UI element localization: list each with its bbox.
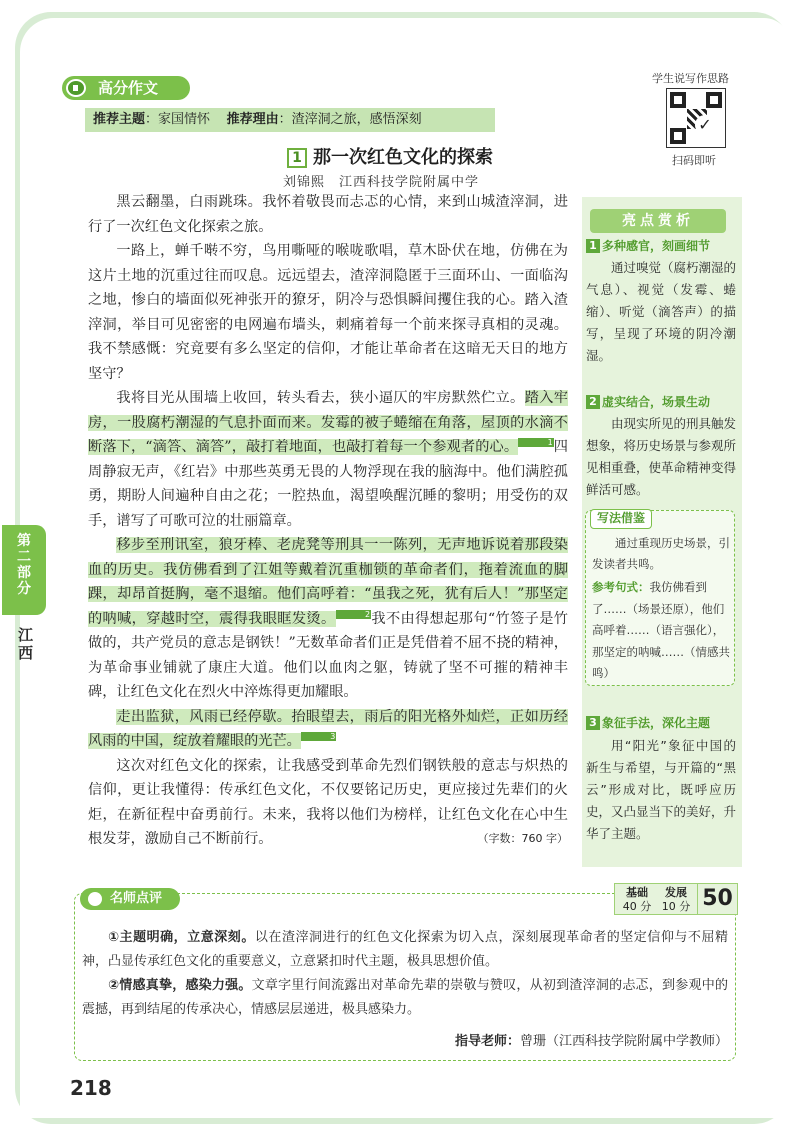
reference-label: 参考句式：	[592, 580, 650, 594]
highlight-number: 1	[586, 239, 600, 253]
essay-author: 刘锦熙 江西科技学院附属中学	[283, 175, 480, 190]
part-tab	[2, 525, 46, 615]
essay-body	[88, 190, 568, 852]
word-count: （字数：760 字）	[477, 832, 568, 845]
highlight-item-1-title	[586, 237, 736, 255]
highlights-sidebar	[582, 197, 742, 867]
highlight-title: 虚实结合，场景生动	[602, 395, 711, 409]
review-point-2-text: 文章字里行间流露出对革命先辈的崇敬与赞叹，从初到渣滓洞的忐忑，到参观中的震撼，再到结尾的传承决心，情感层层递进，极具感染力。	[82, 978, 728, 1017]
score-total: 50	[697, 884, 737, 914]
highlight-3: 走出监狱，风雨已经停歇。抬眼望去，雨后的阳光格外灿烂，正如历经风雨的中国，绽放着耀眼的光芒。	[88, 708, 568, 749]
qr-label: 学生说写作思路	[652, 72, 729, 85]
score-dev-value: 10 分	[661, 900, 691, 913]
region-char: 江	[18, 626, 34, 644]
section-tag	[62, 76, 190, 100]
highlight-number: 3	[586, 716, 600, 730]
review-point-2-title: ②情感真挚，感染力强。	[108, 978, 252, 993]
highlight-item-1-text: 通过嗅觉（腐朽潮湿的气息）、视觉（发霉、蜷缩）、听觉（滴答声）的描写，呈现了环境的阴冷潮湿。	[586, 260, 737, 363]
score-basic-label: 基础	[626, 886, 648, 899]
writing-tip-tag: 写法借鉴	[590, 509, 652, 529]
reason-label: 推荐理由	[226, 112, 279, 127]
reference-text: 我仿佛看到了……（场景还原），他们高呼着……（语言强化），那坚定的呐喊……（情感共鸣）	[592, 580, 730, 680]
teacher-label: 指导老师：	[454, 1034, 520, 1049]
highlight-title: 多种感官，刻画细节	[602, 239, 711, 253]
section-tag-label: 高分作文	[98, 79, 159, 97]
page-number: 218	[70, 1076, 112, 1100]
paragraph-4-b: 我不由得想起那句“竹签子是竹做的，共产党员的意志是钢铁！”无数革命者们正是凭借着不屈不挠的精神，为革命事业铺就了康庄大道。他们以血肉之躯，铸就了坚不可摧的精神丰碑，让红色文化在烈火中淬炼得更加耀眼。	[88, 610, 568, 700]
check-icon: ✓	[695, 115, 715, 135]
essay-number: 1	[287, 148, 307, 168]
recommend-label: 推荐主题	[93, 112, 146, 127]
person-icon	[88, 892, 102, 906]
score-development	[657, 886, 695, 914]
highlight-item-2-text: 由现实所见的刑具触发想象，将历史场景与参观所见相重叠，使革命精神变得鲜活可感。	[586, 416, 737, 497]
review-teacher	[455, 1030, 728, 1049]
recommend-reason: 渣滓洞之旅，感悟深刻	[291, 112, 422, 127]
review-point-1	[82, 926, 728, 974]
essay-title	[287, 143, 493, 169]
highlight-number: 2	[586, 395, 600, 409]
paragraph-3	[88, 386, 568, 533]
qr-code[interactable]	[666, 88, 726, 148]
highlight-2: 移步至刑讯室，狼牙棒、老虎凳等刑具一一陈列，无声地诉说着那段染血的历史。我仿佛看到了江姐等戴着沉重枷锁的革命者们，拖着流血的脚踝，却昂首挺胸，毫不退缩。他们高呼着：“虽我之死，犹有后人！”那坚定的呐喊，穿越时空，震得我眼眶发烫。	[88, 537, 568, 627]
writing-tip-box	[585, 510, 735, 686]
region-label	[18, 626, 36, 662]
score-dev-label: 发展	[665, 886, 687, 899]
highlight-1: 踏入牢房，一股腐朽潮湿的气息扑面而来。发霉的被子蜷缩在角落，屋顶的水滴不断落下，“滴答、滴答”，敲打着地面，也敲打着每一个参观者的心。	[88, 390, 568, 455]
writing-tip-reference	[592, 577, 734, 685]
paragraph-6-text: 这次对红色文化的探索，让我感受到革命先烈们钢铁般的意志与炽热的信仰，更让我懂得：传承红色文化，不仅要铭记历史，更应接过先辈们的火炬，在新征程中奋勇前行。未来，我将以他们为榜样，让红色文化在心中生根发芽，激励自己不断前行。	[88, 757, 568, 847]
qr-finder-tr	[706, 92, 722, 108]
recommend-topic: 家国情怀	[158, 112, 211, 127]
review-point-1-title: ①主题明确，立意深刻。	[108, 930, 255, 945]
review-text	[82, 926, 728, 1022]
qr-finder-tl	[670, 92, 686, 108]
review-point-1-text: 以在渣滓洞进行的红色文化探索为切入点，深刻展现革命者的坚定信仰与不屈精神，凸显传承红色文化的重要意义，立意紧扣时代主题，极具思想价值。	[82, 930, 728, 969]
part-tab-char: 部	[17, 565, 31, 581]
qr-caption: 扫码即听	[672, 154, 716, 167]
paragraph-1: 黑云翻墨，白雨跳珠。我怀着敬畏而忐忑的心情，来到山城渣滓洞，进行了一次红色文化探索之旅。	[88, 194, 568, 235]
part-tab-char: 第	[17, 533, 31, 549]
review-point-2	[82, 974, 728, 1022]
mark-2: 2	[336, 610, 371, 619]
paragraph-6	[88, 754, 568, 852]
paragraph-4	[88, 533, 568, 705]
paragraph-5	[88, 705, 568, 754]
paragraph-3-a: 我将目光从围墙上收回，转头看去，狭小逼仄的牢房默然伫立。	[116, 390, 525, 406]
essay-title-text: 那一次红色文化的探索	[313, 147, 493, 168]
highlight-item-3-text: 用“阳光”象征中国的新生与希望，与开篇的“黑云”形成对比，既呼应历史，又凸显当下的美好，升华了主题。	[586, 738, 737, 841]
score-basic-value: 40 分	[622, 900, 652, 913]
region-char: 西	[18, 644, 34, 662]
teacher-name: 曾珊（江西科技学院附属中学教师）	[519, 1034, 728, 1049]
highlight-item-3-title	[586, 714, 736, 732]
highlight-item-2-title	[586, 393, 736, 411]
score-box	[614, 883, 738, 915]
part-tab-char: 二	[17, 549, 31, 565]
book-icon	[66, 79, 86, 97]
review-tag-label: 名师点评	[110, 891, 163, 906]
part-tab-char: 分	[17, 581, 31, 597]
mark-3: 3	[301, 732, 336, 741]
score-basic	[619, 886, 655, 914]
paragraph-3-c: 四周静寂无声，《红岩》中那些英勇无畏的人物浮现在我的脑海中。他们满腔孤勇，期盼人间遍种自由之花；一腔热血，渴望唤醒沉睡的黎明；用受伤的双手，谱写了可歌可泣的壮丽篇章。	[88, 439, 568, 529]
sidebar-heading: 亮点赏析	[590, 209, 726, 233]
mark-1: 1	[518, 438, 553, 447]
paragraph-2: 一路上，蝉千啭不穷，鸟用嘶哑的喉咙歌唱，草木卧伏在地，仿佛在为这片土地的沉重过往而叹息。远远望去，渣滓洞隐匿于三面环山、一面临沟之地，惨白的墙面似死神张开的獠牙，阴冷与恐惧瞬间攫住我的心。踏入渣滓洞，举目可见密密的电网遍布墙头，刺痛着每一个前来探寻真相的灵魂。我不禁感慨：究竟要有多么坚定的信仰，才能让革命者在这暗无天日的地方坚守？	[88, 243, 568, 382]
recommend-bar: 推荐主题：家国情怀 推荐理由：渣滓洞之旅，感悟深刻	[85, 108, 495, 132]
highlight-title: 象征手法，深化主题	[602, 716, 711, 730]
qr-finder-bl	[670, 128, 686, 144]
writing-tip-text: 通过重现历史场景，引发读者共鸣。	[592, 536, 730, 571]
review-tag	[80, 888, 180, 910]
